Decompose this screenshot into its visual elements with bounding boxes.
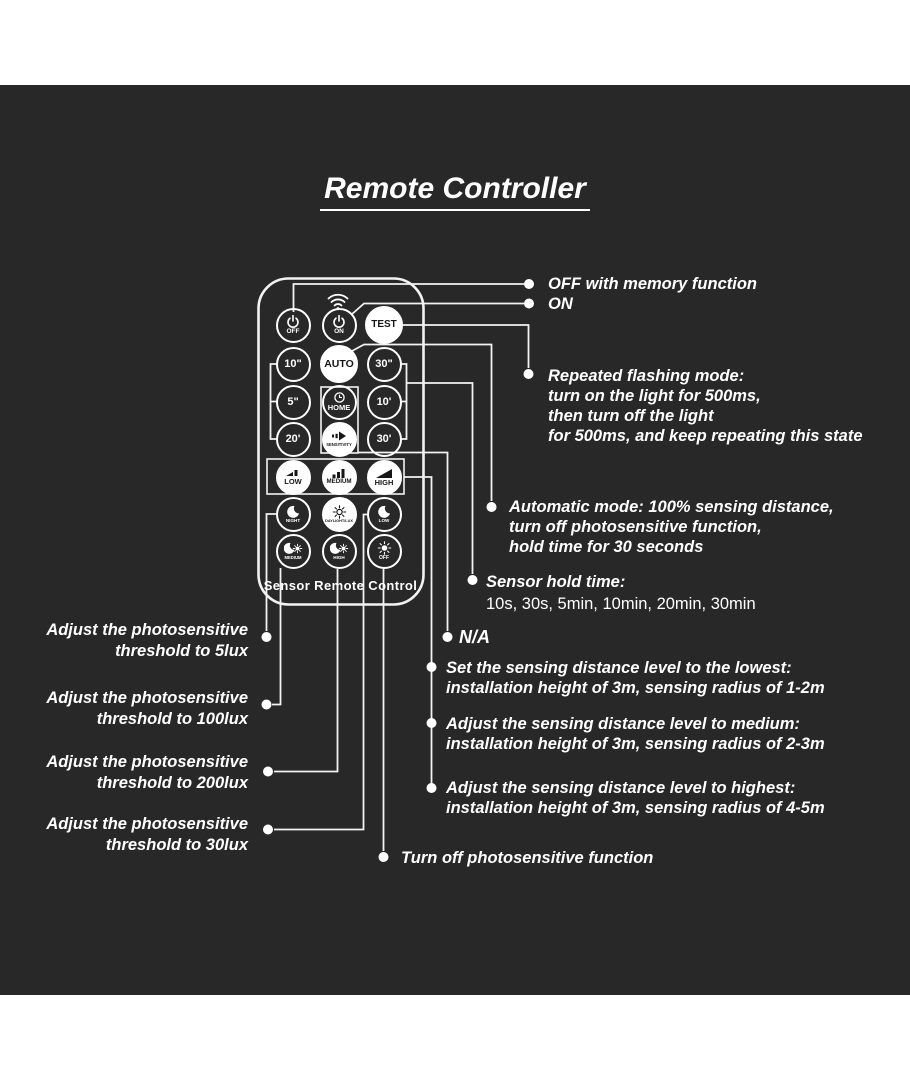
sensitivity-arrow-icon — [330, 430, 348, 442]
remote-button-photo-high: HIGH — [322, 534, 357, 569]
power-icon — [286, 315, 300, 328]
remote-button-test: TEST — [365, 306, 403, 344]
moon-sun-icon — [330, 542, 349, 555]
note-lux5: Adjust the photosensitive threshold to 5lux — [46, 621, 248, 660]
remote-button-photo-daylight: DAYLIGHT/LUX — [322, 497, 357, 532]
sun-outline-icon — [332, 505, 347, 519]
note-lux100: Adjust the photosensitive threshold to 100lux — [46, 689, 248, 728]
page-title: Remote Controller — [320, 172, 590, 211]
power-icon — [332, 315, 346, 328]
remote-button-on: ON — [322, 308, 357, 343]
remote-button-30min: 30' — [367, 422, 402, 457]
note-photo-off: Turn off photosensitive function — [401, 849, 654, 867]
remote-button-photo-night: NIGHT — [276, 497, 311, 532]
moon-icon — [286, 505, 300, 518]
remote-button-distance-low: LOW — [276, 460, 311, 495]
remote-button-30sec: 30" — [367, 347, 402, 382]
remote-button-distance-medium: MEDIUM — [322, 460, 357, 495]
remote-button-photo-low: LOW — [367, 497, 402, 532]
note-on: ON — [548, 295, 573, 313]
note-na: N/A — [459, 627, 490, 647]
note-lux200: Adjust the photosensitive threshold to 200lux — [46, 753, 248, 792]
remote-button-photo-medium: MEDIUM — [276, 534, 311, 569]
note-distance-low: Set the sensing distance level to the lowest: installation height of 3m, sensing radius of 1-2m — [446, 659, 825, 697]
note-lux30: Adjust the photosensitive threshold to 30lux — [46, 815, 248, 854]
moon-sun-icon — [284, 542, 303, 555]
line-lux5 — [267, 514, 278, 631]
line-lux200 — [274, 569, 338, 772]
note-distance-medium: Adjust the sensing distance level to medium: installation height of 3m, sensing radius of 2-3m — [446, 715, 825, 753]
moon-icon — [377, 505, 391, 518]
sun-icon — [377, 541, 392, 555]
note-hold-time: Sensor hold time: 10s, 30s, 5min, 10min, 20min, 30min — [486, 573, 756, 613]
note-flashing: Repeated flashing mode: turn on the light for 500ms, then turn off the light for 500ms, and keep repeating this state — [548, 367, 863, 445]
remote-button-off: OFF — [276, 308, 311, 343]
remote-button-auto: AUTO — [320, 345, 358, 383]
remote-footer-label: Sensor Remote Control — [263, 578, 418, 593]
remote-button-10sec: 10" — [276, 347, 311, 382]
remote-button-20min: 20' — [276, 422, 311, 457]
line-test — [402, 325, 529, 368]
remote-button-10min: 10' — [367, 385, 402, 420]
note-off-memory: OFF with memory function — [548, 275, 757, 293]
remote-button-photo-off: OFF — [367, 534, 402, 569]
note-automatic: Automatic mode: 100% sensing distance, turn off photosensitive function, hold time for 30 seconds — [509, 498, 834, 556]
remote-button-5sec: 5" — [276, 385, 311, 420]
clock-icon — [334, 392, 345, 403]
line-hold-time — [407, 383, 473, 574]
remote-button-distance-high: HIGH — [367, 460, 402, 495]
line-distance — [404, 477, 432, 788]
note-distance-high: Adjust the sensing distance level to highest: installation height of 3m, sensing radius of 4-5m — [446, 779, 825, 817]
remote-button-sensitivity: SENSITIVITY — [322, 422, 357, 457]
remote-button-home: HOME — [322, 385, 357, 420]
